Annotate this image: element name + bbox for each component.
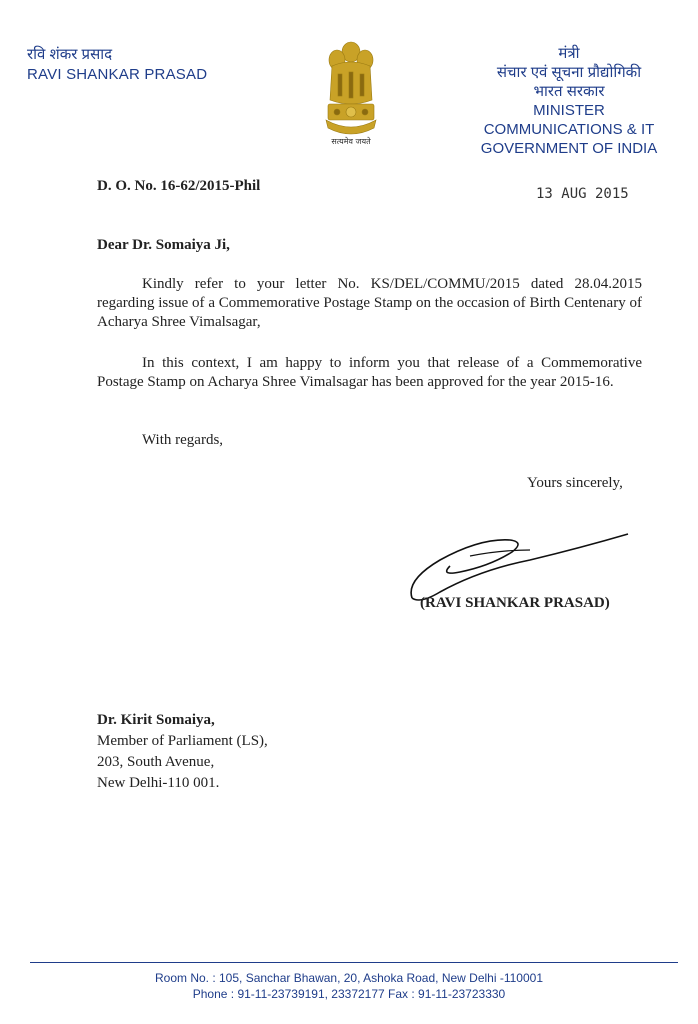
minister-title-block [464, 44, 674, 158]
footer-address: Room No. : 105, Sanchar Bhawan, 20, Ashoka Road, New Delhi -110001 [154, 971, 543, 985]
body-paragraph-2: In this context, I am happy to inform you that release of a Commemorative Postage Stamp on Acharya Shree Vimalsagar has been approved for the year 2015-16. [97, 355, 642, 390]
do-number: D. O. No. 16-62/2015-Phil [97, 178, 261, 194]
footer-contact: Phone : 91-11-23739191, 23372177 Fax : 91-11-23723330 [192, 987, 506, 1001]
recipient-street: 203, South Avenue, [97, 754, 215, 770]
title-hindi-government: भारत सरकार [533, 83, 605, 100]
recipient-designation: Member of Parliament (LS), [97, 733, 268, 749]
emblem-motto: सत्यमेव जयते [331, 137, 371, 146]
sender-name-english: RAVI SHANKAR PRASAD [27, 66, 208, 83]
sender-name-hindi: रवि शंकर प्रसाद [27, 46, 113, 63]
footer [0, 970, 698, 1002]
recipient-address [97, 710, 268, 794]
title-english-ministry: COMMUNICATIONS & IT [483, 121, 655, 138]
footer-divider [30, 962, 678, 963]
salutation: Dear Dr. Somaiya Ji, [97, 237, 230, 253]
title-hindi-ministry: संचार एवं सूचना प्रौद्योगिकी [496, 64, 642, 81]
recipient-name: Dr. Kirit Somaiya, [97, 712, 215, 728]
national-emblem-icon [318, 38, 384, 150]
title-english-minister: MINISTER [533, 102, 605, 119]
title-hindi-minister: मंत्री [558, 45, 580, 62]
regards-line: With regards, [142, 432, 224, 448]
body-paragraph-1: Kindly refer to your letter No. KS/DEL/COMMU/2015 dated 28.04.2015 regarding issue of a Commemorative Postage Stamp on the occasion of Birth Centenary of Acharya Shree Vimalsagar, [97, 276, 642, 330]
recipient-city: New Delhi-110 001. [97, 775, 220, 791]
title-english-government: GOVERNMENT OF INDIA [480, 140, 658, 157]
signatory-name: (RAVI SHANKAR PRASAD) [420, 595, 610, 611]
closing-line: Yours sincerely, [527, 475, 623, 491]
date-stamp: 13 AUG 2015 [536, 186, 629, 202]
